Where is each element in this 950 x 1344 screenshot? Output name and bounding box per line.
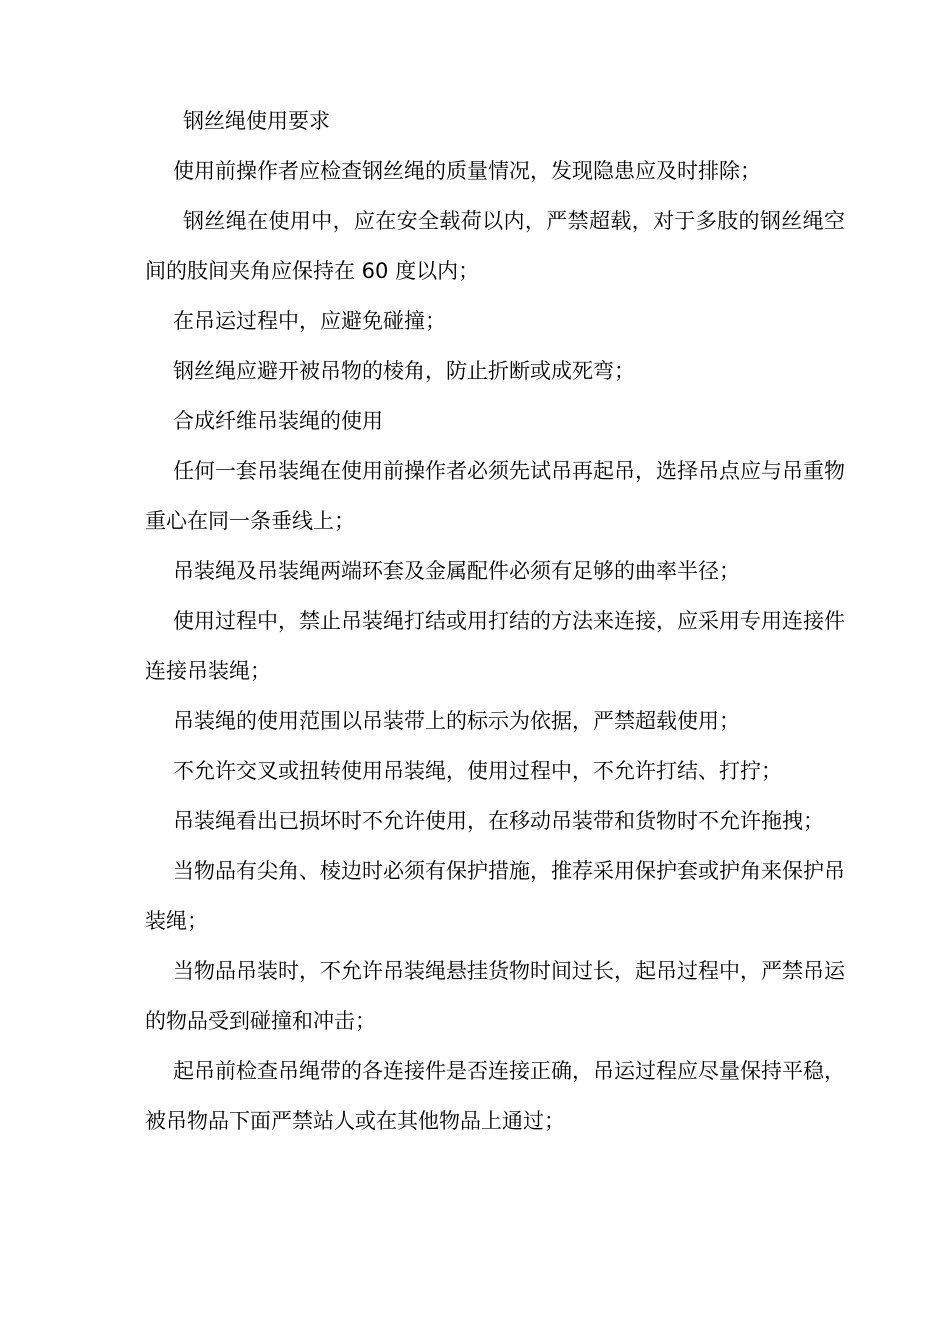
paragraph: 钢丝绳在使用中，应在安全载荷以内，严禁超载，对于多肢的钢丝绳空间的肢间夹角应保持在 60 度以内； xyxy=(145,209,845,283)
paragraph: 起吊前检查吊绳带的各连接件是否连接正确，吊运过程应尽量保持平稳，被吊物品下面严禁站人或在其他物品上通过； xyxy=(145,1059,845,1133)
paragraph: 在吊运过程中，应避免碰撞； xyxy=(173,309,446,333)
paragraph: 任何一套吊装绳在使用前操作者必须先试吊再起吊，选择吊点应与吊重物重心在同一条垂线上； xyxy=(145,459,845,533)
document-body xyxy=(145,96,845,1146)
paragraph: 不允许交叉或扭转使用吊装绳，使用过程中，不允许打结、打拧； xyxy=(173,759,782,783)
paragraph: 使用前操作者应检查钢丝绳的质量情况，发现隐患应及时排除； xyxy=(173,159,761,183)
paragraph: 吊装绳的使用范围以吊装带上的标示为依据，严禁超载使用； xyxy=(173,709,740,733)
paragraph: 吊装绳看出已损坏时不允许使用，在移动吊装带和货物时不允许拖拽； xyxy=(173,809,824,833)
paragraph: 钢丝绳应避开被吊物的棱角，防止折断或成死弯； xyxy=(173,359,635,383)
section-heading-wire-rope: 钢丝绳使用要求 xyxy=(183,109,330,133)
paragraph: 使用过程中，禁止吊装绳打结或用打结的方法来连接，应采用专用连接件连接吊装绳； xyxy=(145,609,845,683)
paragraph: 当物品有尖角、棱边时必须有保护措施，推荐采用保护套或护角来保护吊装绳； xyxy=(145,859,845,933)
paragraph: 吊装绳及吊装绳两端环套及金属配件必须有足够的曲率半径； xyxy=(173,559,740,583)
paragraph: 当物品吊装时，不允许吊装绳悬挂货物时间过长，起吊过程中，严禁吊运的物品受到碰撞和冲击； xyxy=(145,959,845,1033)
section-heading-synthetic-sling: 合成纤维吊装绳的使用 xyxy=(173,409,383,433)
